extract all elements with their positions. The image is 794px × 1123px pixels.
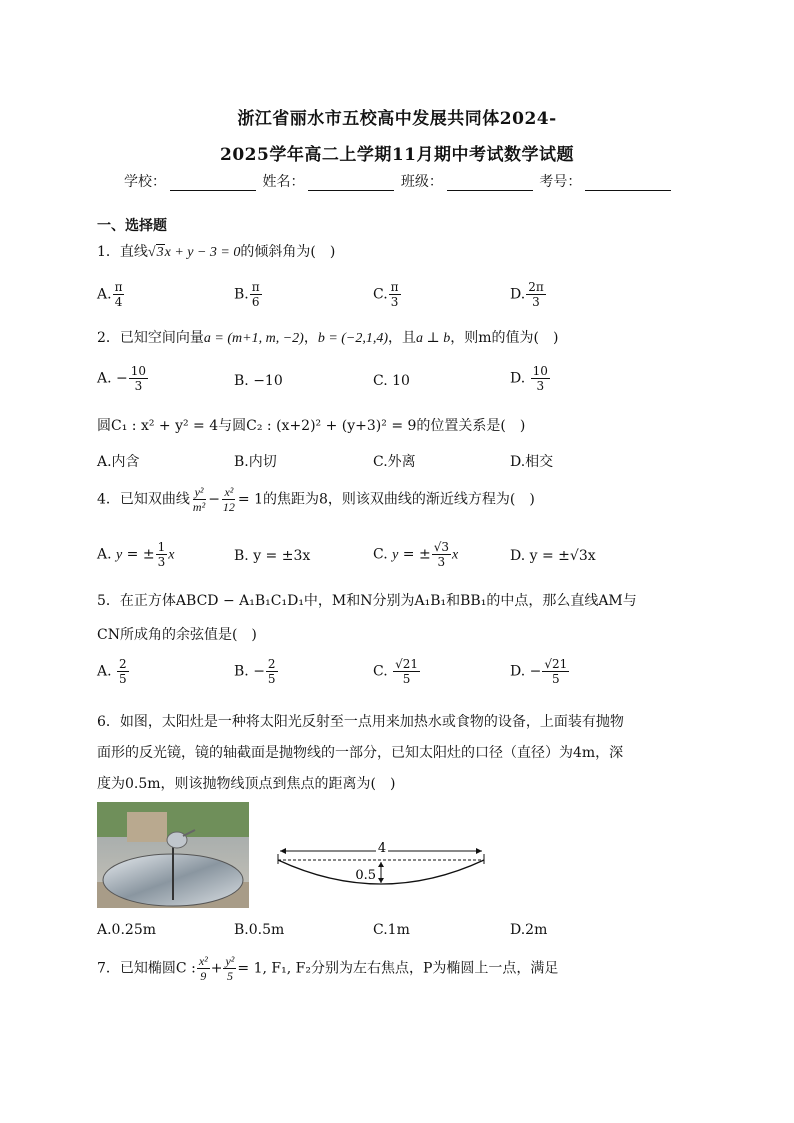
question-5-line1 xyxy=(97,590,637,610)
class-blank[interactable] xyxy=(447,176,533,191)
q1-equation: x + y − 3 = 0 xyxy=(164,245,241,260)
q1-option-c[interactable] xyxy=(373,280,402,309)
q7-number: 7． xyxy=(97,960,120,977)
option-label: B. xyxy=(234,286,249,303)
student-info-row xyxy=(124,171,673,191)
q1-option-b[interactable] xyxy=(234,280,263,309)
q3-option-a[interactable]: A.内含 xyxy=(97,454,140,470)
q3-option-b[interactable]: B.内切 xyxy=(234,454,277,470)
q1-tail: 的倾斜角为( ) xyxy=(240,244,336,260)
frac-y2-5: $\frac{\text{y²}}{5}$ xyxy=(225,954,235,983)
page-title-line2: 2025学年高二上学期11月期中考试数学试题 xyxy=(220,145,574,165)
frac-x2-9: $\frac{\text{x²}}{9}$ xyxy=(198,954,208,983)
q2-tail: ，则m的值为( ) xyxy=(450,330,559,346)
frac-pi-6: $\frac{\pi}{6}$ xyxy=(251,280,260,309)
question-4: 4．已知双曲线 $\frac{\text{y²}}{\text{m²}}$ − $\frac{\text{x²}}{12}$ = 1的焦距为8，则该双曲线的渐近线方程为( ) xyxy=(97,485,535,514)
q6-option-c[interactable]: C.1m xyxy=(373,922,410,938)
name-label: 姓名： xyxy=(262,174,305,190)
option-label: D. xyxy=(510,286,526,303)
q2-text: 已知空间向量 xyxy=(119,330,204,346)
q6-option-d[interactable]: D.2m xyxy=(510,922,548,938)
class-label: 班级： xyxy=(400,174,443,190)
frac: $\frac{√21}{5}$ xyxy=(395,657,419,686)
q6-text: 如图，太阳灶是一种将太阳光反射至一点用来加热水或食物的设备，上面装有抛物 xyxy=(119,714,624,730)
q3-option-c[interactable]: C.外离 xyxy=(373,454,416,470)
section-heading: 一、选择题 xyxy=(97,218,167,234)
q4-option-a[interactable]: A. y = ± $\frac{1}{3}$ x xyxy=(97,540,175,569)
q5-text: 在正方体ABCD − A₁B₁C₁D₁中，M和N分别为A₁B₁和BB₁的中点，那么直线AM与 xyxy=(119,593,637,609)
frac: $\frac{2}{5}$ xyxy=(119,657,127,686)
q7-tail: = 1, F₁, F₂分别为左右焦点，P为椭圆上一点，满足 xyxy=(237,960,559,977)
question-5-line2: CN所成角的余弦值是( ) xyxy=(97,627,257,643)
q1-option-a[interactable] xyxy=(97,280,125,309)
frac: $\frac{1}{3}$ xyxy=(157,540,166,569)
q4-option-c[interactable]: C. y = ± $\frac{√3}{3}$ x xyxy=(373,540,459,569)
q6-number: 6． xyxy=(97,714,120,730)
q5-option-a[interactable]: A. $\frac{2}{5}$ xyxy=(97,657,127,686)
frac-pi-4: $\frac{\pi}{4}$ xyxy=(114,280,123,309)
q4-option-d[interactable]: D. y = ±√3x xyxy=(510,548,596,564)
option-label: C. xyxy=(373,286,388,303)
option-label: A. xyxy=(97,286,112,303)
school-blank[interactable] xyxy=(170,176,256,191)
q5-number: 5． xyxy=(97,593,120,609)
q1-text: 直线 xyxy=(119,244,148,260)
q5-option-b[interactable]: B. − $\frac{2}{5}$ xyxy=(234,657,276,686)
frac-2pi-3: $\frac{2\pi}{3}$ xyxy=(528,280,544,309)
school-label: 学校： xyxy=(124,174,166,190)
question-6-line3: 度为0.5m，则该抛物线顶点到焦点的距离为( ) xyxy=(97,776,396,792)
exam-no-blank[interactable] xyxy=(585,176,671,191)
question-6-line2: 面形的反光镜，镜的轴截面是抛物线的一部分，已知太阳灶的口径（直径）为4m，深 xyxy=(97,745,624,761)
q2-option-b[interactable]: B. −10 xyxy=(234,373,283,389)
frac: $\frac{10}{3}$ xyxy=(532,364,548,393)
question-7: 7．已知椭圆C : $\frac{\text{x²}}{9}$ + $\frac{\text{y²}}{5}$ = 1, F₁, F₂分别为左右焦点，P为椭圆上一点，满足 xyxy=(97,954,559,983)
name-blank[interactable] xyxy=(308,176,394,191)
question-3: 圆C₁ : x² + y² = 4与圆C₂ : (x+2)² + (y+3)² = 9的位置关系是( ) xyxy=(97,418,526,434)
diagram-width-label: 4 xyxy=(377,841,387,856)
q2-perp: a ⊥ b xyxy=(416,331,451,346)
q5-option-d[interactable]: D. − $\frac{√21}{5}$ xyxy=(510,657,568,686)
q1-number: 1． xyxy=(97,244,120,260)
q2-option-a[interactable]: A. − $\frac{10}{3}$ xyxy=(97,364,147,393)
q5-option-c[interactable]: C. $\frac{√21}{5}$ xyxy=(373,657,419,686)
solar-cooker-photo xyxy=(97,802,249,908)
q7-text: 已知椭圆C : xyxy=(119,960,196,977)
q4-option-b[interactable]: B. y = ±3x xyxy=(234,548,311,564)
q4-text: 已知双曲线 xyxy=(119,491,190,508)
q2-number: 2． xyxy=(97,330,120,346)
q3-option-d[interactable]: D.相交 xyxy=(510,454,554,470)
question-2: 2．已知空间向量a = (m+1, m, −2)，b = (−2,1,4)，且a ⊥ b，则m的值为( ) xyxy=(97,330,559,346)
frac: $\frac{√3}{3}$ xyxy=(433,540,449,569)
q2-option-c[interactable]: C. 10 xyxy=(373,373,410,389)
frac-y2-m2: $\frac{\text{y²}}{\text{m²}}$ xyxy=(192,485,206,514)
q2-option-d[interactable]: D. $\frac{10}{3}$ xyxy=(510,364,548,393)
q4-number: 4． xyxy=(97,491,120,508)
q4-tail: 的焦距为8，则该双曲线的渐近线方程为( ) xyxy=(263,491,535,508)
question-6-line1 xyxy=(97,711,624,731)
vector-b: b = (−2,1,4) xyxy=(317,331,389,346)
q2-text2: ，且 xyxy=(388,330,417,346)
q6-option-b[interactable]: B.0.5m xyxy=(234,922,285,938)
frac-x2-12: $\frac{\text{x²}}{12}$ xyxy=(222,485,235,514)
parabola-diagram xyxy=(272,838,488,902)
q6-option-a[interactable]: A.0.25m xyxy=(97,922,157,938)
frac: $\frac{2}{5}$ xyxy=(267,657,276,686)
frac: $\frac{√21}{5}$ xyxy=(544,657,568,686)
diagram-depth-label: 0.5 xyxy=(355,868,376,883)
question-1: 1．直线√3x + y − 3 = 0的倾斜角为( ) xyxy=(97,244,336,260)
vector-a: a = (m+1, m, −2) xyxy=(203,331,304,346)
frac-pi-3: $\frac{\pi}{3}$ xyxy=(390,280,399,309)
frac: $\frac{10}{3}$ xyxy=(130,364,147,393)
page-title-line1: 浙江省丽水市五校高中发展共同体2024- xyxy=(237,109,557,129)
q1-option-d[interactable] xyxy=(510,280,547,309)
exam-no-label: 考号： xyxy=(539,174,582,190)
